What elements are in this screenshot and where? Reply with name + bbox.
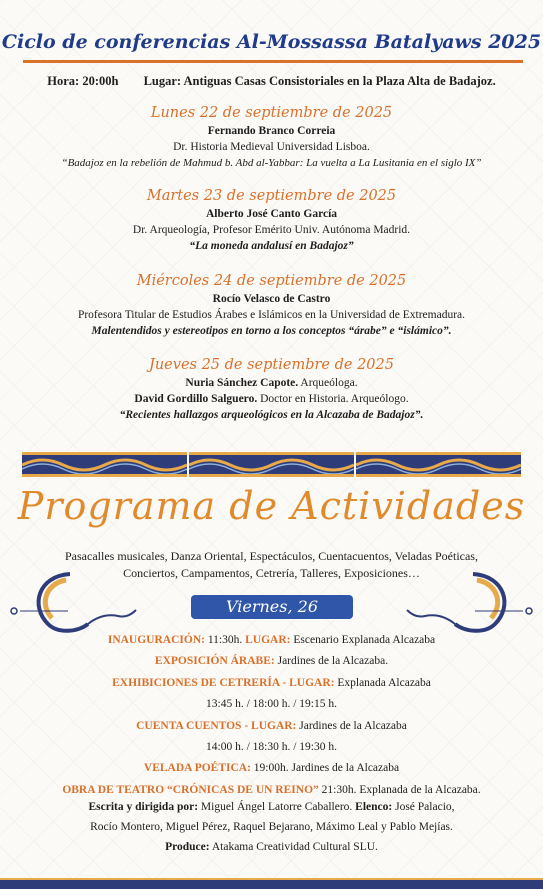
credits-line-1 <box>0 797 543 817</box>
talk-title: “La moneda andalusí en Badajoz” <box>189 240 354 252</box>
item-label: EXPOSICIÓN ÁRABE: <box>154 655 275 668</box>
speaker-role: Arqueóloga. <box>298 377 358 389</box>
hour-text: Hora: 20:00h <box>47 74 119 88</box>
speaker-role: Dr. Arqueología, Profesor Emérito Univ. Autónoma Madrid. <box>132 224 411 236</box>
bottom-border <box>0 878 543 889</box>
item-place: Explanada Alcazaba <box>334 676 431 689</box>
conference-wednesday <box>0 271 543 339</box>
speaker-role: Profesora Titular de Estudios Árabes e Islámicos en la Universidad de Extremadura. <box>77 309 466 321</box>
credits-line-3 <box>0 837 543 857</box>
item-place: Jardines de la Alcazaba. <box>274 655 389 668</box>
speaker-name: Nuria Sánchez Capote. <box>185 377 299 389</box>
speaker-name: Alberto José Canto García <box>205 208 338 220</box>
decorative-tile-band <box>22 452 521 477</box>
theatre-credits <box>0 797 543 857</box>
program-title: Programa de Actividades <box>17 484 526 528</box>
schedule-list <box>0 630 543 801</box>
item-label: OBRA DE TEATRO “CRÓNICAS DE UN REINO” <box>62 783 319 796</box>
speaker-name: Rocío Velasco de Castro <box>212 293 331 305</box>
speaker-name: Fernando Branco Correia <box>207 125 336 137</box>
producer-name: Atakama Creatividad Cultural SLU. <box>209 841 378 853</box>
conference-tuesday <box>0 186 543 254</box>
conference-monday <box>0 103 543 171</box>
tile-ornament <box>22 452 187 477</box>
conference-day: Lunes 22 de septiembre de 2025 <box>150 105 393 121</box>
talk-title: “Recientes hallazgos arqueológicos en la Alcazaba de Badajoz”. <box>119 409 424 421</box>
item-label: INAUGURACIÓN: <box>107 634 205 646</box>
talk-title: Malentendidos y estereotipos en torno a los conceptos “árabe” e “islámico”. <box>91 325 452 337</box>
day-badge: Viernes, 26 <box>191 595 353 619</box>
cast-names: José Palacio, <box>392 801 455 813</box>
speaker-role: Doctor en Historia. Arqueólogo. <box>257 393 409 405</box>
speaker-line-1 <box>0 375 543 391</box>
item-label: EXHIBICIONES DE CETRERÍA - LUGAR: <box>112 676 335 689</box>
activities-line: Conciertos, Campamentos, Cetrería, Talleres, Exposiciones… <box>123 566 420 580</box>
tile-ornament <box>189 452 354 477</box>
producer-label: Produce: <box>165 841 210 853</box>
schedule-falconry-times: 13:45 h. / 18:00 h. / 19:15 h. <box>206 698 337 711</box>
item-place: Jardines de la Alcazaba <box>296 719 407 732</box>
credits-line-2: Rocío Montero, Miguel Pérez, Raquel Bejarano, Máximo Leal y Pablo Mejías. <box>90 821 453 833</box>
item-label: CUENTA CUENTOS - LUGAR: <box>136 719 297 732</box>
schedule-exposition <box>0 651 543 672</box>
schedule-inauguration <box>0 630 543 651</box>
director-name: Miguel Ángel Latorre Caballero. <box>198 801 356 813</box>
conference-day: Jueves 25 de septiembre de 2025 <box>149 357 394 373</box>
page-title: Ciclo de conferencias Al-Mossassa Batalyaws 2025 <box>1 31 542 53</box>
talk-title: “Badajoz en la rebelión de Mahmud b. Abd al-Yabbar: La vuelta a La Lusitania en el siglo IX” <box>61 157 482 169</box>
item-detail: 19:00h. Jardines de la Alcazaba <box>250 762 400 775</box>
speaker-name: David Gordillo Salguero. <box>134 393 258 405</box>
schedule-falconry <box>0 673 543 694</box>
speaker-role: Dr. Historia Medieval Universidad Lisboa. <box>173 141 370 153</box>
place-text: Lugar: Antiguas Casas Consistoriales en la Plaza Alta de Badajoz. <box>143 74 496 88</box>
conference-day: Miércoles 24 de septiembre de 2025 <box>136 273 407 289</box>
director-label: Escrita y dirigida por: <box>88 801 199 813</box>
schedule-poetry <box>0 758 543 779</box>
item-detail: 21:30h. Explanada de la Alcazaba. <box>318 783 481 796</box>
event-info <box>0 74 543 89</box>
item-place: Escenario Explanada Alcazaba <box>290 634 436 646</box>
conference-day: Martes 23 de septiembre de 2025 <box>146 188 397 204</box>
cast-label: Elenco: <box>355 801 393 813</box>
item-time: 11:30h. <box>204 634 246 646</box>
tile-ornament <box>356 452 521 477</box>
schedule-storytelling-times: 14:00 h. / 18:30 h. / 19:30 h. <box>206 741 337 754</box>
item-place-label: LUGAR: <box>245 634 291 646</box>
title-divider <box>23 60 523 63</box>
speaker-line-2 <box>0 391 543 407</box>
conference-thursday <box>0 355 543 423</box>
activities-line: Pasacalles musicales, Danza Oriental, Espectáculos, Cuentacuentos, Veladas Poéticas, <box>65 549 478 563</box>
item-label: VELADA POÉTICA: <box>143 762 251 775</box>
schedule-storytelling <box>0 716 543 737</box>
